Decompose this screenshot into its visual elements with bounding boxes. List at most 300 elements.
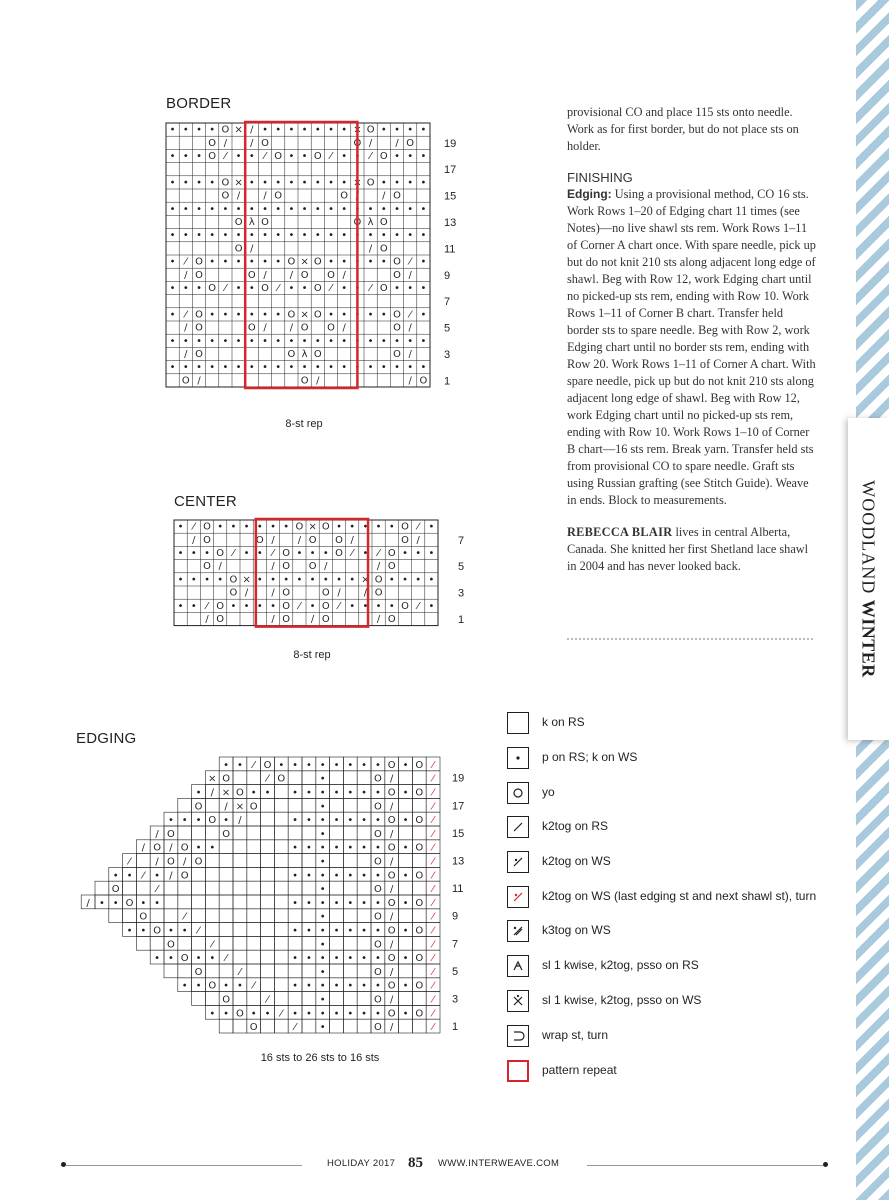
stitch-symbol: O (340, 190, 349, 202)
stitch-symbol: / (390, 801, 394, 813)
wrap-turn-icon (507, 1025, 529, 1047)
legend-label: k on RS (542, 715, 585, 729)
stitch-symbol: × (208, 773, 217, 785)
stitch-symbol: • (354, 283, 361, 294)
legend-label: k2tog on WS (last edging st and next shawl st), turn (542, 889, 817, 903)
stitch-symbol: ⁄ (409, 309, 412, 321)
stitch-symbol: • (349, 600, 356, 612)
stitch-symbol: / (271, 587, 275, 599)
stitch-symbol: • (288, 283, 295, 294)
edging-cell (412, 771, 426, 785)
edging-cell (302, 1019, 316, 1033)
stitch-symbol: / (250, 137, 254, 149)
edging-cell (261, 812, 275, 826)
stitch-symbol: • (140, 897, 147, 909)
stitch-symbol: • (328, 177, 334, 189)
stitch-symbol: / (141, 842, 145, 854)
stitch-symbol: • (235, 256, 242, 268)
stitch-symbol: / (297, 534, 302, 546)
stitch-symbol: • (347, 787, 354, 799)
stitch-symbol: • (169, 230, 176, 242)
legend-item (507, 920, 837, 942)
edging-cell (123, 881, 137, 895)
stitch-symbol: / (263, 190, 267, 202)
stitch-symbol: / (183, 856, 187, 868)
edging-cell (412, 1019, 426, 1033)
issue-label: HOLIDAY 2017 (327, 1158, 396, 1169)
row-number: 17 (444, 164, 457, 177)
stitch-symbol: O (221, 124, 230, 136)
stitch-symbol: • (349, 521, 356, 533)
stitch-symbol: / (390, 828, 394, 840)
stitch-symbol: × (308, 521, 317, 533)
edging-chart (78, 757, 478, 1037)
stitch-symbol: O (313, 151, 322, 162)
stitch-symbol: • (402, 574, 408, 586)
stitch-symbol: • (195, 980, 202, 992)
stitch-symbol: • (209, 309, 216, 321)
legend-item (507, 1025, 837, 1047)
edging-cell (343, 1019, 357, 1033)
stitch-symbol: • (319, 994, 326, 1006)
edging-cell (412, 798, 426, 812)
stitch-symbol: O (153, 925, 162, 937)
stitch-symbol: O (387, 870, 396, 882)
stitch-symbol: • (243, 600, 250, 612)
edging-cell (274, 936, 288, 950)
website-link[interactable]: WWW.INTERWEAVE.COM (438, 1158, 560, 1169)
stitch-symbol: / (390, 994, 394, 1006)
stitch-symbol: / (350, 534, 354, 546)
stitch-symbol: O (415, 925, 424, 937)
stitch-symbol: • (230, 600, 237, 612)
stitch-symbol: O (235, 787, 244, 799)
stitch-symbol: O (415, 787, 424, 799)
stitch-symbol: • (195, 787, 202, 799)
stitch-symbol: O (387, 787, 396, 799)
stitch-symbol: • (209, 335, 216, 347)
stitch-symbol: • (367, 335, 374, 347)
stitch-symbol: • (319, 773, 326, 785)
row-number: 5 (458, 561, 465, 574)
stitch-symbol: O (373, 856, 382, 868)
stitch-symbol: • (407, 151, 414, 162)
stitch-symbol: • (428, 574, 435, 586)
stitch-symbol: • (402, 842, 409, 854)
legend-item (507, 955, 837, 977)
stitch-symbol: • (301, 177, 308, 189)
stitch-symbol: λ (301, 349, 308, 360)
stitch-symbol: ⁄ (432, 828, 434, 840)
edging-cell (288, 936, 302, 950)
edging-cell (205, 964, 219, 978)
stitch-symbol: • (319, 870, 326, 882)
stitch-symbol: ⁄ (330, 151, 332, 162)
stitch-symbol: • (347, 842, 354, 854)
edging-cell (302, 992, 316, 1006)
stitch-symbol: • (248, 256, 255, 268)
stitch-symbol: • (301, 203, 308, 215)
stitch-symbol: • (402, 548, 408, 559)
edging-cell (178, 826, 192, 840)
stitch-symbol: / (408, 322, 412, 334)
stitch-symbol: • (275, 124, 282, 136)
stitch-symbol: • (182, 362, 189, 374)
edging-cell (412, 964, 426, 978)
edging-cell (247, 895, 261, 909)
stitch-symbol: • (420, 335, 427, 347)
row-number: 7 (444, 296, 451, 309)
stitch-symbol: • (361, 980, 368, 992)
stitch-symbol: ⁄ (156, 884, 158, 896)
stitch-symbol: • (333, 759, 340, 771)
stitch-symbol: O (166, 939, 175, 951)
stitch-symbol: × (234, 124, 243, 136)
stitch-symbol: • (328, 203, 334, 215)
stitch-symbol: • (361, 842, 368, 854)
legend-label: wrap st, turn (542, 1028, 609, 1042)
stitch-symbol: O (261, 137, 269, 149)
stitch-symbol: • (169, 151, 176, 162)
stitch-symbol: • (362, 521, 369, 533)
stitch-symbol: O (153, 842, 162, 854)
stitch-symbol: • (347, 980, 354, 992)
stitch-symbol: ⁄ (330, 283, 332, 294)
edging-cell (247, 936, 261, 950)
stitch-symbol: O (195, 349, 203, 360)
stitch-symbol: ⁄ (432, 911, 434, 923)
stitch-symbol: • (262, 177, 268, 189)
stitch-symbol: • (248, 151, 255, 162)
edging-cell (219, 923, 233, 937)
edging-cell (233, 992, 247, 1006)
edging-cell (357, 881, 371, 895)
stitch-symbol: O (387, 897, 396, 909)
stitch-symbol: • (169, 362, 176, 374)
stitch-symbol: • (223, 1008, 230, 1020)
edging-cell (274, 798, 288, 812)
edging-cell (164, 881, 178, 895)
edging-cell (247, 881, 261, 895)
stitch-symbol: • (420, 124, 427, 136)
stitch-symbol: • (222, 203, 229, 215)
edging-cell (274, 854, 288, 868)
stitch-symbol: • (169, 283, 176, 294)
stitch-symbol: / (218, 561, 222, 573)
stitch-symbol: / (337, 587, 341, 599)
stitch-symbol: • (374, 1008, 381, 1020)
edging-cell (357, 798, 371, 812)
stitch-symbol: • (196, 151, 202, 162)
stitch-symbol: • (262, 362, 268, 374)
legend-item (507, 712, 837, 734)
stitch-symbol: O (321, 521, 330, 533)
stitch-symbol: ⁄ (232, 548, 235, 559)
edging-cell (343, 771, 357, 785)
edging-cell (233, 895, 247, 909)
stitch-symbol: • (243, 548, 250, 559)
stitch-symbol: / (416, 534, 420, 546)
edging-cell (357, 909, 371, 923)
stitch-symbol: • (292, 787, 299, 799)
stitch-symbol: • (341, 203, 348, 215)
stitch-symbol: / (197, 375, 201, 387)
stitch-symbol: O (300, 375, 309, 387)
stitch-symbol: • (361, 953, 368, 965)
stitch-symbol: ⁄ (432, 1022, 434, 1034)
stitch-symbol: • (407, 362, 414, 374)
stitch-symbol: • (388, 574, 395, 586)
row-number: 9 (444, 269, 451, 282)
stitch-symbol: O (208, 980, 217, 992)
edging-cell (136, 936, 150, 950)
stitch-symbol: • (319, 787, 326, 799)
edging-cell (247, 992, 261, 1006)
stitch-symbol: ⁄ (280, 1008, 283, 1020)
stitch-symbol: ⁄ (184, 309, 187, 321)
edging-cell (192, 895, 206, 909)
stitch-symbol: O (203, 534, 211, 546)
edging-cell (109, 909, 123, 923)
stitch-symbol: / (390, 884, 394, 896)
edging-cell (233, 867, 247, 881)
stitch-symbol: O (282, 614, 291, 625)
stitch-symbol: • (209, 842, 216, 854)
stitch-symbol: • (296, 574, 303, 586)
stitch-symbol: O (282, 587, 291, 599)
stitch-symbol: / (250, 124, 254, 136)
edging-cell (288, 798, 302, 812)
stitch-symbol: • (341, 283, 348, 294)
sk2p-ws-icon (507, 990, 529, 1012)
finishing-heading: FINISHING (567, 170, 633, 185)
k3tog-ws-icon (507, 920, 529, 942)
stitch-symbol: O (216, 600, 225, 612)
stitch-symbol: • (209, 203, 216, 215)
stitch-symbol: • (380, 124, 387, 136)
stitch-symbol: ⁄ (377, 548, 380, 559)
stitch-symbol: • (209, 362, 216, 374)
stitch-symbol: • (154, 870, 161, 882)
stitch-symbol: • (223, 980, 230, 992)
stitch-symbol: • (195, 953, 202, 965)
stitch-symbol: ⁄ (142, 870, 145, 882)
stitch-symbol: • (333, 870, 340, 882)
stitch-symbol: ⁄ (432, 773, 434, 785)
legend-label: pattern repeat (542, 1063, 617, 1077)
stitch-symbol: ⁄ (298, 600, 301, 612)
stitch-symbol: • (314, 362, 321, 374)
stitch-symbol: • (319, 966, 326, 978)
stitch-symbol: • (347, 815, 354, 827)
edging-chart-title: EDGING (76, 730, 137, 747)
stitch-symbol: • (394, 151, 400, 162)
edging-cell (330, 992, 344, 1006)
stitch-symbol: ⁄ (432, 884, 434, 896)
edging-cell (219, 895, 233, 909)
edging-cell (261, 950, 275, 964)
stitch-symbol: O (235, 1008, 244, 1020)
edging-cell (178, 936, 192, 950)
footer-dot-right (823, 1162, 828, 1167)
stitch-symbol: • (374, 759, 381, 771)
designer-bio-text: lives in central Alberta, Canada. She knitted her first Shetland lace shawl in 2004 and has never looked back. (567, 525, 809, 573)
stitch-symbol: ⁄ (239, 966, 241, 978)
stitch-symbol: ⁄ (192, 521, 195, 533)
stitch-symbol: ⁄ (294, 1022, 296, 1034)
stitch-symbol: • (380, 177, 387, 189)
stitch-symbol: • (333, 1008, 340, 1020)
stitch-symbol: • (420, 203, 427, 215)
stitch-symbol: O (166, 856, 175, 868)
legend-label: p on RS; k on WS (542, 750, 638, 764)
stitch-symbol: O (166, 828, 175, 840)
stitch-symbol: O (373, 911, 382, 923)
stitch-symbol: • (305, 787, 312, 799)
stitch-symbol: • (428, 548, 435, 559)
border-repeat-note: 8-st rep (285, 418, 323, 430)
stitch-symbol: ⁄ (224, 151, 227, 162)
edging-cell (330, 771, 344, 785)
edging-cell (357, 1019, 371, 1033)
edging-cell (357, 964, 371, 978)
pattern-repeat-icon (507, 1060, 529, 1082)
stitch-symbol: O (274, 190, 283, 202)
row-number: 1 (458, 614, 465, 626)
stitch-symbol: • (347, 953, 354, 965)
stitch-symbol: O (374, 587, 383, 599)
stitch-symbol: / (408, 349, 412, 360)
stitch-symbol: O (401, 600, 409, 612)
stitch-symbol: ⁄ (432, 1008, 434, 1020)
stitch-symbol: O (313, 349, 322, 360)
edging-cell (302, 771, 316, 785)
stitch-symbol: • (236, 980, 243, 992)
edging-cell (302, 881, 316, 895)
edging-cell (274, 950, 288, 964)
stitch-symbol: • (361, 787, 368, 799)
stitch-symbol: O (195, 256, 203, 268)
stitch-symbol: • (328, 124, 334, 136)
edging-cell (205, 867, 219, 881)
stitch-symbol: • (292, 815, 299, 827)
stitch-symbol: • (223, 815, 230, 827)
legend-item (507, 990, 837, 1012)
stitch-symbol: • (394, 124, 400, 136)
page-footer (0, 1155, 889, 1172)
stitch-symbol: • (328, 230, 334, 242)
stitch-symbol: • (256, 521, 263, 533)
stitch-symbol: O (379, 283, 388, 294)
stitch-symbol: • (248, 230, 255, 242)
edging-cell (399, 909, 413, 923)
stitch-symbol: • (283, 574, 290, 586)
legend-label: sl 1 kwise, k2tog, psso on RS (542, 958, 699, 972)
stitch-symbol: O (282, 600, 291, 612)
stitch-symbol: / (250, 243, 254, 255)
stitch-symbol: / (184, 349, 188, 360)
edging-cell (247, 826, 261, 840)
stitch-symbol: • (248, 309, 255, 321)
stitch-symbol: • (374, 787, 381, 799)
stitch-symbol: / (271, 614, 275, 625)
stitch-symbol: • (126, 870, 133, 882)
stitch-symbol: • (361, 897, 368, 909)
k2tog-ws-icon (507, 851, 529, 873)
stitch-symbol: • (402, 1008, 409, 1020)
stitch-symbol: O (373, 828, 382, 840)
edging-cell (261, 936, 275, 950)
stitch-symbol: • (235, 283, 242, 294)
stitch-symbol: O (180, 953, 189, 965)
stitch-symbol: ⁄ (224, 283, 227, 294)
row-number: 13 (452, 855, 465, 868)
stitch-symbol: • (126, 925, 133, 937)
stitch-symbol: • (301, 362, 308, 374)
edging-cell (219, 964, 233, 978)
center-chart (174, 520, 474, 633)
stitch-symbol: • (333, 980, 340, 992)
row-number: 1 (444, 375, 451, 388)
stitch-symbol: • (235, 309, 242, 321)
stitch-symbol: ⁄ (417, 600, 420, 612)
stitch-symbol: • (374, 842, 381, 854)
stitch-symbol: / (263, 322, 267, 334)
stitch-symbol: • (319, 1008, 326, 1020)
stitch-symbol: • (283, 521, 290, 533)
stitch-symbol: • (235, 362, 242, 374)
edging-cell (399, 992, 413, 1006)
stitch-symbol: • (341, 335, 348, 347)
stitch-symbol: ⁄ (432, 966, 434, 978)
stitch-symbol: O (282, 548, 291, 559)
stitch-symbol: O (387, 953, 396, 965)
stitch-symbol: • (415, 548, 422, 559)
stitch-symbol: • (333, 787, 340, 799)
stitch-symbol: • (319, 980, 326, 992)
stitch-symbol: O (195, 309, 203, 321)
stitch-symbol: • (420, 177, 427, 189)
stitch-symbol: • (190, 548, 197, 559)
stitch-symbol: ⁄ (432, 870, 434, 882)
stitch-symbol: / (271, 534, 275, 546)
stitch-symbol: • (420, 362, 427, 374)
stitch-symbol: ⁄ (409, 256, 412, 268)
row-number: 7 (452, 938, 459, 951)
edging-cell (288, 881, 302, 895)
stitch-symbol: • (380, 362, 387, 374)
stitch-symbol: • (336, 521, 342, 533)
edging-cell (274, 1019, 288, 1033)
stitch-symbol: O (313, 256, 322, 268)
edging-cell (288, 854, 302, 868)
edging-cell (261, 840, 275, 854)
stitch-symbol: O (373, 1022, 382, 1034)
stitch-symbol: O (387, 614, 396, 625)
stitch-symbol: • (361, 1008, 368, 1020)
edging-cell (136, 881, 150, 895)
stitch-symbol: ⁄ (432, 953, 434, 965)
stitch-symbol: • (420, 151, 427, 162)
stitch-symbol: • (190, 600, 197, 612)
stitch-symbol: / (238, 815, 242, 827)
stitch-symbol: / (224, 801, 228, 813)
stitch-symbol: O (208, 283, 217, 294)
stitch-symbol: • (319, 828, 326, 840)
edging-instructions: Using a provisional method, CO 16 sts. Work Rows 1–20 of Edging chart 11 times (see Notes)—no live shawl sts rem. Work Rows 1–11 of Corner A chart once. With spare needle, pick up but do not knit 210 sts along adjacent long edge of shawl. Beg with Row 12, work Edging chart until no picked-up sts rem, ending with Row 10. Work Rows 1–11 of Corner B chart. Transfer held border sts to spare needle. Beg with Row 2, work Edging chart until no border sts rem, ending with Row 20. Work Rows 1–11 of Corner A chart. With spare needle, pick up but do not knit 210 sts along adjacent long edge of shawl. Beg with Row 12, work Edging chart until no picked-up sts rem, ending with Row 10. Work Rows 1–10 of Corner B chart—16 sts rem. Break yarn. Transfer held sts from provisional CO to spare needle. Graft sts using Russian grafting (see Stitch Guide). Weave in ends. Block to measurements. (567, 187, 816, 507)
edging-cell (178, 881, 192, 895)
edging-cell (164, 909, 178, 923)
